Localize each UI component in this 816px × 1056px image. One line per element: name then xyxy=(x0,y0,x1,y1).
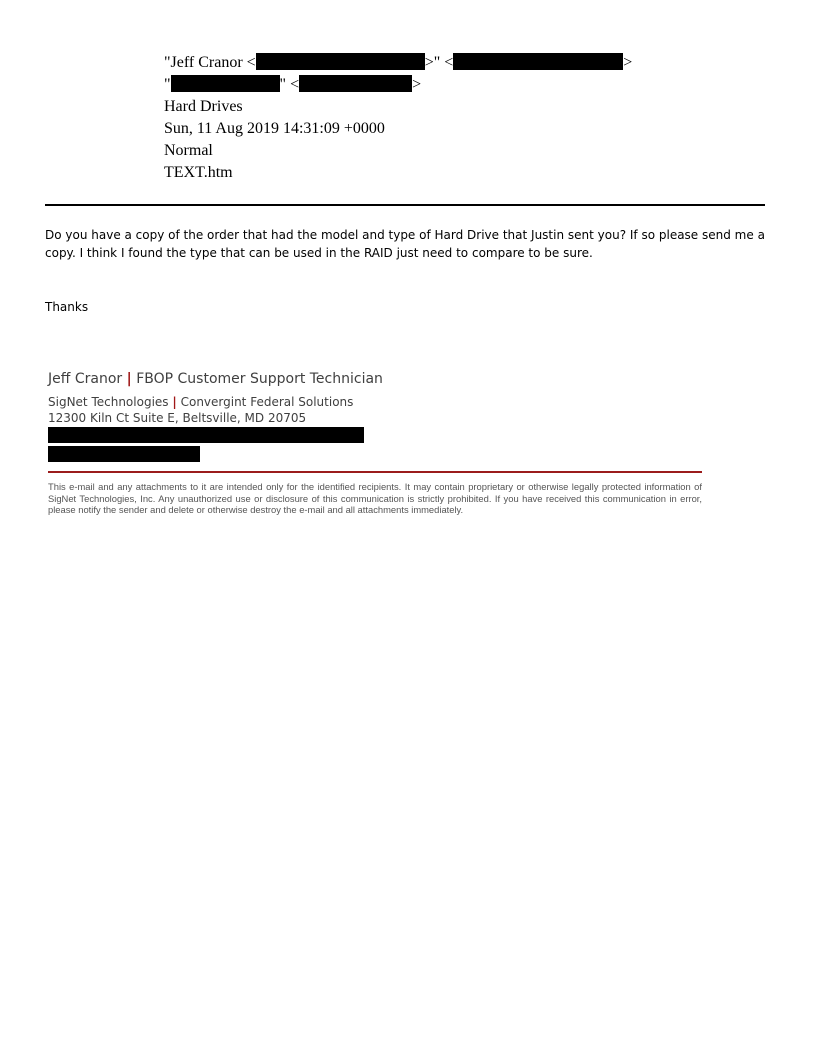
from-value-prefix: "Jeff Cranor < xyxy=(164,54,256,71)
signature-address: 12300 Kiln Ct Suite E, Beltsville, MD 20705 xyxy=(48,411,307,425)
redaction-bar xyxy=(256,53,425,70)
signature-name-line xyxy=(48,369,383,389)
signature-company-line xyxy=(48,394,353,410)
redaction-bar xyxy=(171,75,280,92)
signature-title: FBOP Customer Support Technician xyxy=(136,371,383,387)
to-value-middle: " < xyxy=(279,76,300,93)
from-value-middle: >" < xyxy=(424,54,454,71)
legal-disclaimer: This e-mail and any attachments to it are intended only for the identified recipients. It may contain proprietary or otherwise legally protected information of SigNet Technologies, Inc. Any unauthorized use or disclosure of this communication is strictly prohibited. If you have received this communication in error, please notify the sender and delete or otherwise destroy the e-mail and all attachments immediately. xyxy=(48,481,702,515)
to-value-suffix: > xyxy=(412,76,422,93)
signature-company: SigNet Technologies xyxy=(48,395,169,409)
subject-value: Hard Drives xyxy=(164,98,243,115)
from-value-suffix: > xyxy=(623,54,633,71)
date-value: Sun, 11 Aug 2019 14:31:09 +0000 xyxy=(164,120,385,137)
redaction-bar xyxy=(299,75,412,92)
signature-company2: Convergint Federal Solutions xyxy=(180,395,354,409)
signature-name: Jeff Cranor xyxy=(48,371,123,387)
redaction-block xyxy=(48,446,200,462)
from-value xyxy=(164,52,632,74)
header-divider xyxy=(45,204,765,206)
signature-divider xyxy=(48,471,702,473)
importance-value: Normal xyxy=(164,142,213,159)
message-closing: Thanks xyxy=(45,300,89,314)
redaction-bar xyxy=(453,53,623,70)
redaction-block xyxy=(48,427,364,443)
signature-separator: | xyxy=(172,395,177,409)
attachments-value[interactable]: TEXT.htm xyxy=(164,164,233,181)
to-value xyxy=(164,74,421,96)
message-body: Do you have a copy of the order that had the model and type of Hard Drive that Justin sent you? If so please send me a copy. I think I found the type that can be used in the RAID just need to compare to be sure. xyxy=(45,228,765,260)
to-value-prefix: " xyxy=(164,76,171,93)
signature-separator: | xyxy=(126,371,132,387)
